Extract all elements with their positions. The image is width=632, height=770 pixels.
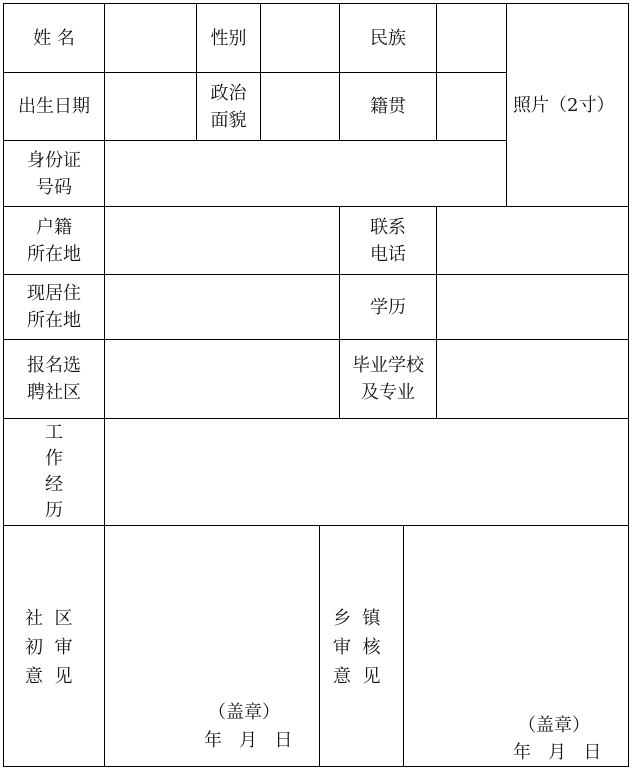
work-history-field[interactable]	[105, 419, 628, 525]
education-field[interactable]	[437, 275, 628, 339]
household-label: 户籍 所在地	[27, 216, 81, 265]
township-review-field[interactable]	[404, 526, 628, 766]
rule	[319, 525, 320, 767]
township-review-label: 乡 镇 审 核 意 见	[333, 608, 381, 687]
education-label: 学历	[370, 296, 406, 318]
phone-label: 联系 电话	[370, 216, 406, 265]
community-field[interactable]	[105, 340, 339, 418]
township-seal: （盖章）	[518, 715, 590, 736]
native-place-label: 籍贯	[370, 96, 406, 117]
ethnicity-field[interactable]	[437, 4, 506, 72]
gender-label: 性别	[210, 27, 247, 49]
work-history-label: 工 作 经 历	[45, 422, 63, 521]
rule	[628, 3, 629, 767]
residence-label: 现居住 所在地	[27, 283, 81, 331]
ethnicity-label: 民族	[370, 27, 406, 49]
political-status-field[interactable]	[261, 73, 339, 140]
id-number-field[interactable]	[105, 141, 506, 206]
township-date: 年 月 日	[513, 742, 602, 763]
native-place-field[interactable]	[437, 73, 506, 140]
gender-field[interactable]	[261, 4, 339, 72]
household-field[interactable]	[105, 207, 339, 274]
id-number-label: 身份证 号码	[27, 149, 81, 198]
residence-field[interactable]	[105, 275, 339, 339]
school-major-field[interactable]	[437, 340, 628, 418]
birth-date-field[interactable]	[105, 73, 196, 140]
school-major-label: 毕业学校 及专业	[352, 355, 424, 403]
community-date: 年 月 日	[204, 730, 293, 751]
political-status-label: 政治 面貌	[210, 82, 247, 131]
community-seal: （盖章）	[208, 702, 280, 723]
name-field[interactable]	[105, 4, 196, 72]
photo-box[interactable]: 照片（2寸）	[513, 94, 615, 116]
phone-field[interactable]	[437, 207, 628, 274]
community-label: 报名选 聘社区	[27, 355, 81, 403]
name-label: 姓 名	[33, 27, 75, 49]
rule	[3, 766, 629, 767]
birth-date-label: 出生日期	[18, 96, 90, 117]
community-review-label: 社 区 初 审 意 见	[25, 608, 73, 687]
